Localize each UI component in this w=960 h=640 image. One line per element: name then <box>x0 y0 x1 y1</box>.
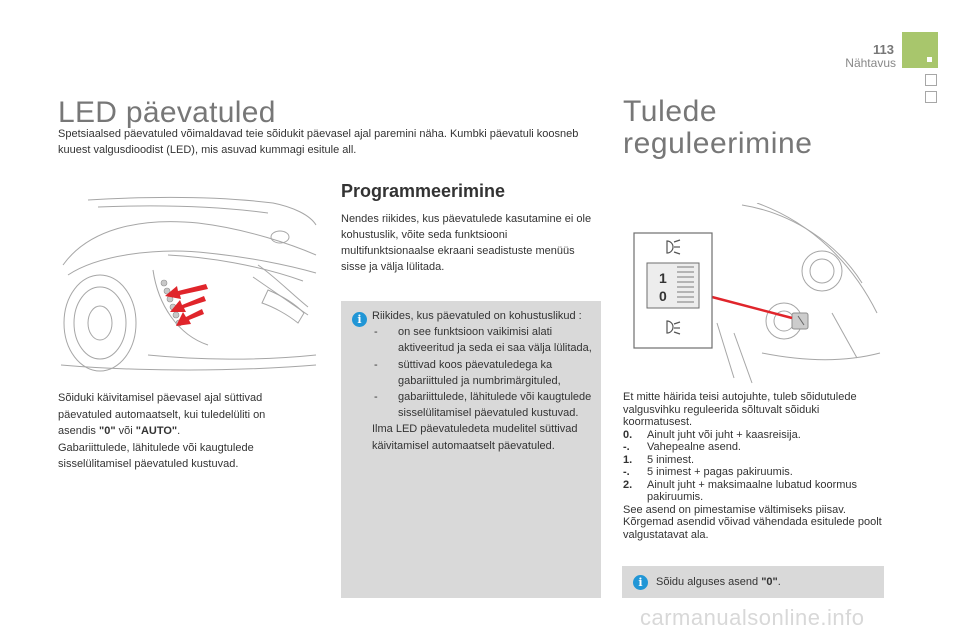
position-text: Vahepealne asend. <box>647 441 741 453</box>
car-front-illustration <box>58 195 318 385</box>
headlamp-title-line2: reguleerimine <box>623 127 813 160</box>
activation-or: või <box>115 425 136 437</box>
programming-text: Nendes riikides, kus päevatulede kasutamine ei ole kohustuslik, võite seda funktsiooni multifunktsionaalse ekraani seadistuste menüüs sisse ja välja lülitada. <box>341 213 592 273</box>
led-intro: Spetsiaalsed päevatuled võimaldavad teie sõidukit päevasel ajal paremini näha. Kumbki päevatuli koosneb kuuest valgusdioodist (LED), mis asuvad kummagi esitule all. <box>58 128 579 156</box>
section-name: Nähtavus <box>845 56 896 70</box>
info-icon: i <box>352 312 367 327</box>
position-text: 5 inimest. <box>647 453 695 466</box>
switch-label-0: 0 <box>659 288 667 304</box>
section-tab[interactable] <box>902 32 938 68</box>
section-tab-empty-1[interactable] <box>925 74 937 86</box>
headlamp-text <box>623 391 888 541</box>
info-list <box>372 324 594 421</box>
activation-pre: Sõiduki käivitamisel päevasel ajal süttivad päevatuled automaatselt, kui tuledelüliti on asendis <box>58 392 266 437</box>
list-item: - on see funktsioon vaikimisi alati aktiveeritud ja seda ei saa välja lülitada, <box>372 324 594 356</box>
headlamp-switch-illustration <box>622 203 884 385</box>
position-text: 5 inimest + pagas pakiruumis. <box>647 466 793 478</box>
list-item: - süttivad koos päevatuledega ka gabariittuled ja numbrimärgituled, <box>372 357 594 389</box>
position-key: -. <box>623 466 630 478</box>
position-key: 0. <box>623 428 633 441</box>
tip-post: . <box>777 576 781 588</box>
arrow-icon <box>165 284 208 299</box>
list-item <box>623 441 888 454</box>
tip-text <box>656 576 781 588</box>
list-item <box>623 466 888 479</box>
headlamp-intro: Et mitte häirida teisi autojuhte, tuleb sõidutulede valgusvihku reguleerida sõltuvalt sõiduki koormatusest. <box>623 391 857 428</box>
default-note: See asend on pimestamise vältimiseks piisav. <box>623 503 846 516</box>
info-intro: Riikides, kus päevatuled on kohustuslikud : <box>372 310 582 322</box>
position-text: Ainult juht + maksimaalne lubatud koormus pakiruumis. <box>647 478 858 503</box>
list-item <box>623 429 888 442</box>
programming-title: Programmeerimine <box>341 181 506 201</box>
section-tab-empty-2[interactable] <box>925 91 937 103</box>
position-zero: "0" <box>98 425 116 437</box>
arrow-icon <box>170 296 206 312</box>
info-icon: i <box>633 575 648 590</box>
headlamp-title <box>623 96 923 160</box>
higher-note: Kõrgemad asendid võivad vähendada esitulede poolt valgustatavat ala. <box>623 516 882 541</box>
tip-pre: Sõidu alguses asend <box>656 576 762 588</box>
led-title: LED päevatuled <box>58 96 276 129</box>
info-body <box>372 308 594 454</box>
tab-marker-icon <box>927 57 932 62</box>
position-key: 2. <box>623 478 633 491</box>
page-number: 113 <box>873 42 894 57</box>
switch-label-1: 1 <box>659 270 667 286</box>
watermark: carmanualsonline.info <box>640 605 865 630</box>
led-off-text: Gabariittulede, lähitulede või kaugtulede sisselülitamisel päevatuled kustuvad. <box>58 441 254 470</box>
list-item: - gabariittulede, lähitulede või kaugtulede sisselülitamisel päevatuled kustuvad. <box>372 389 594 421</box>
headlamp-title-line1: Tulede <box>623 95 718 128</box>
list-item <box>623 454 888 467</box>
position-key: -. <box>623 441 630 453</box>
info-box <box>341 301 601 598</box>
info-outro: Ilma LED päevatuledeta mudelitel süttivad käivitamisel automaatselt päevatuled. <box>372 423 578 452</box>
led-activation-text <box>58 390 298 473</box>
tip-position: "0" <box>761 576 778 588</box>
position-text: Ainult juht või juht + kaasreisija. <box>647 428 801 441</box>
tip-box <box>622 566 884 598</box>
position-auto: "AUTO" <box>135 425 178 437</box>
position-key: 1. <box>623 453 633 466</box>
activation-post: . <box>177 425 181 437</box>
list-item <box>623 479 888 504</box>
